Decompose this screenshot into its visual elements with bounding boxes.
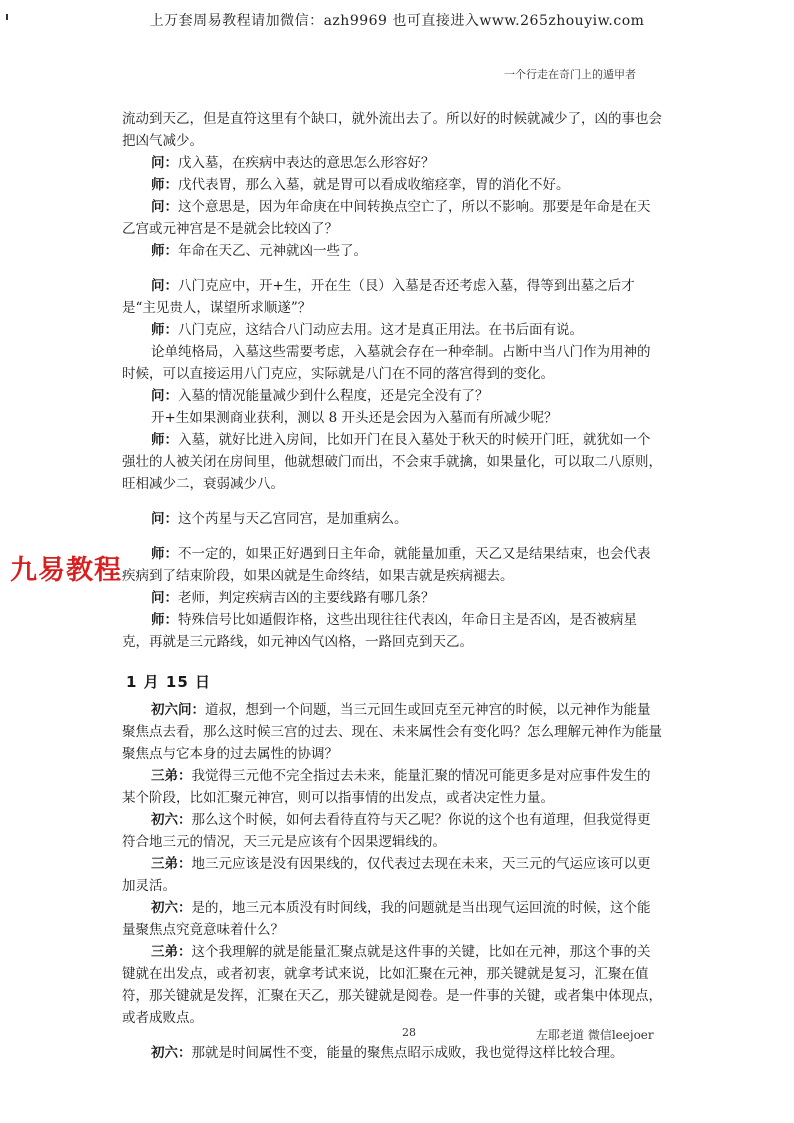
paragraph-text: 这个芮星与天乙宫同宫，是加重病么。 — [178, 511, 408, 527]
paragraph-text: 开+生如果测商业获利，测以 8 开头还是会因为入墓而有所减少呢？ — [151, 410, 558, 426]
dialogue-paragraph — [122, 809, 662, 853]
speaker-label: 初六： — [151, 1045, 192, 1061]
dialogue-paragraph — [122, 196, 662, 240]
watermark-stamp: 九易教程 — [10, 555, 122, 586]
dialogue-paragraph — [122, 108, 662, 152]
speaker-label: 师： — [151, 612, 178, 628]
speaker-label: 三弟： — [151, 944, 192, 960]
speaker-label: 三弟： — [151, 856, 192, 872]
dialogue-paragraph — [122, 765, 662, 809]
dialogue-paragraph — [122, 240, 662, 262]
speaker-label: 问： — [151, 199, 178, 215]
dialogue-paragraph — [122, 853, 662, 897]
paragraph-text: 特殊信号比如遁假诈格，这些出现往往代表凶，年命日主是否凶，是否被病星克，再就是三元路线，如元神凶气凶格，一路回克到天乙。 — [122, 612, 637, 650]
speaker-label: 师： — [151, 546, 178, 562]
paragraph-text: 道叔，想到一个问题，当三元回生或回克至元神宫的时候，以元神作为能量聚焦点去看，那么这时候三宫的过去、现在、未来属性会有变化吗？怎么理解元神作为能量聚焦点与它本身的过去属性的协调？ — [122, 702, 662, 762]
dialogue-paragraph — [122, 587, 662, 609]
page-number: 28 — [402, 1026, 416, 1039]
dialogue-paragraph — [122, 1042, 662, 1064]
date-heading: 1 月 15 日 — [126, 673, 211, 691]
dialogue-paragraph — [122, 609, 662, 653]
paragraph-text: 论单纯格局，入墓这些需要考虑，入墓就会存在一种牵制。占断中当八门作为用神的时候，可以直接运用八门克应，实际就是八门在不同的落宫得到的变化。 — [122, 344, 651, 382]
speaker-label: 师： — [151, 243, 178, 259]
speaker-label: 问： — [151, 590, 178, 606]
dialogue-paragraph — [122, 174, 662, 196]
dialogue-paragraph — [122, 543, 662, 587]
dialogue-paragraph — [122, 508, 662, 530]
speaker-label: 初六： — [151, 900, 192, 916]
speaker-label: 问： — [151, 155, 178, 171]
paragraph-text: 入墓的情况能量减少到什么程度，还是完全没有了？ — [178, 388, 489, 404]
paragraph-text: 是的，地三元本质没有时间线，我的问题就是当出现气运回流的时候，这个能量聚焦点究竟意味着什么？ — [122, 900, 651, 938]
speaker-label: 师： — [151, 322, 178, 338]
dialogue-paragraph — [122, 385, 662, 407]
dialogue-paragraph — [122, 152, 662, 174]
speaker-label: 问： — [151, 511, 178, 527]
dialogue-paragraph — [122, 429, 662, 495]
paragraph-text: 入墓，就好比进入房间，比如开门在艮入墓处于秋天的时候开门旺，就犹如一个强壮的人被关闭在房间里，他就想破门而出，不会束手就擒，如果量化，可以取二八原则，旺相减少二，衰弱减少八。 — [122, 432, 662, 492]
top-banner: 上万套周易教程请加微信：azh9969 也可直接进入www.265zhouyiw.com — [149, 13, 645, 29]
speaker-label: 三弟： — [151, 768, 192, 784]
dialogue-paragraph — [122, 407, 662, 429]
dialogue-section-2 — [122, 699, 662, 1064]
running-head: 一个行走在奇门上的遁甲者 — [504, 68, 636, 81]
paragraph-text: 八门克应中，开+生，开在生（艮）入墓是否还考虑入墓，得等到出墓之后才是“主见贵人，谋望所求顺遂”？ — [122, 278, 635, 316]
dialogue-paragraph — [122, 699, 662, 765]
paragraph-text: 流动到天乙，但是直符这里有个缺口，就外流出去了。所以好的时候就减少了，凶的事也会把凶气减少。 — [122, 111, 662, 149]
paragraph-text: 不一定的，如果正好遇到日主年命，就能量加重，天乙又是结果结束，也会代表疾病到了结束阶段，如果凶就是生命终结，如果吉就是疾病褪去。 — [122, 546, 651, 584]
paragraph-text: 老师，判定疾病吉凶的主要线路有哪几条？ — [178, 590, 435, 606]
speaker-label: 初六问： — [151, 702, 205, 718]
paragraph-text: 年命在天乙、元神就凶一些了。 — [178, 243, 367, 259]
paragraph-text: 这个意思是，因为年命庚在中间转换点空亡了，所以不影响。那要是年命是在天乙宫或元神宫是不是就会比较凶了？ — [122, 199, 651, 237]
dialogue-paragraph — [122, 897, 662, 941]
dialogue-paragraph — [122, 341, 662, 385]
paragraph-text: 戊入墓，在疾病中表达的意思怎么形容好？ — [178, 155, 435, 171]
speaker-label: 师： — [151, 432, 178, 448]
dialogue-paragraph — [122, 941, 662, 1029]
speaker-label: 问： — [151, 278, 178, 294]
page-body — [122, 108, 662, 1064]
paragraph-text: 八门克应，这结合八门动应去用。这才是真正用法。在书后面有说。 — [178, 322, 583, 338]
speaker-label: 问： — [151, 388, 178, 404]
dialogue-paragraph — [122, 275, 662, 319]
paragraph-text: 那么这个时候，如何去看待直符与天乙呢？你说的这个也有道理，但我觉得更符合地三元的情况，天三元是应该有个因果逻辑线的。 — [122, 812, 651, 850]
paragraph-text: 这个我理解的就是能量汇聚点就是这件事的关键，比如在元神，那这个事的关键就在出发点，或者初衷，就拿考试来说，比如汇聚在元神，那关键就是复习，汇聚在值符，那关键就是发挥，汇聚在天乙，那关键就是阅卷。是一件事的关键，或者集中体现点，或者成败点。 — [122, 944, 662, 1026]
paragraph-text: 我觉得三元他不完全指过去未来，能量汇聚的情况可能更多是对应事件发生的某个阶段，比如汇聚元神宫，则可以指事情的出发点，或者决定性力量。 — [122, 768, 651, 806]
paragraph-text: 戊代表胃，那么入墓，就是胃可以看成收缩痉挛，胃的消化不好。 — [178, 177, 570, 193]
dialogue-section-1 — [122, 108, 662, 653]
dialogue-paragraph — [122, 319, 662, 341]
speaker-label: 师： — [151, 177, 178, 193]
footer-credit: 左耶老道 微信leejoer — [536, 1028, 654, 1042]
speaker-label: 初六： — [151, 812, 192, 828]
paragraph-text: 地三元应该是没有因果线的，仅代表过去现在未来，天三元的气运应该可以更加灵活。 — [122, 856, 651, 894]
paragraph-text: 那就是时间属性不变，能量的聚焦点昭示成败，我也觉得这样比较合理。 — [191, 1045, 624, 1061]
